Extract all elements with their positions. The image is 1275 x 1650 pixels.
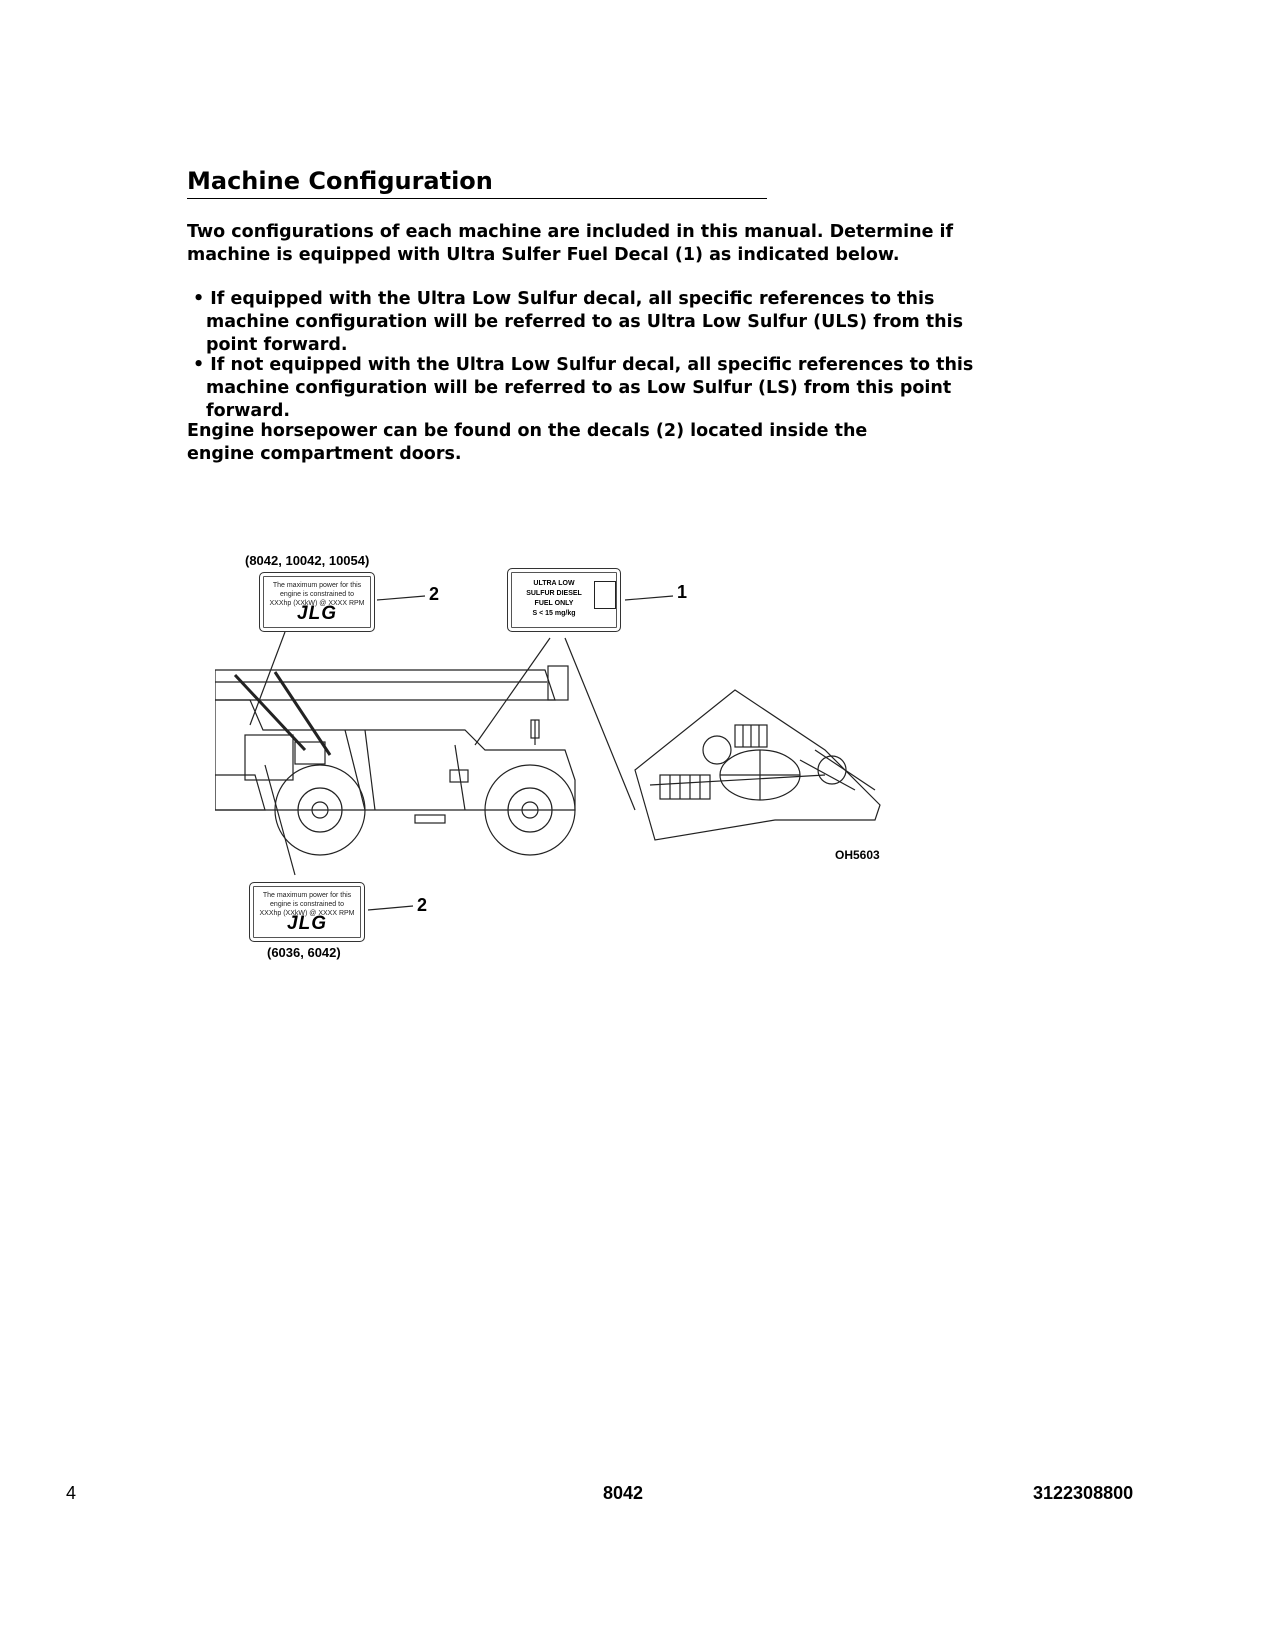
top-models-label: (8042, 10042, 10054) [245,553,370,568]
callout-1: 1 [677,582,688,602]
section-title: Machine Configuration [187,166,767,199]
uls-decal-text: FUEL ONLY [534,600,574,607]
manual-book-icon [594,581,616,609]
callout-2-top: 2 [429,584,440,604]
bottom-models-label: (6036, 6042) [267,945,341,960]
bullet-ls: • If not equipped with the Ultra Low Sulfur decal, all specific references to this machine configuration will be referred to as Low Sulfur (LS) from this point forward. [193,355,974,421]
hp-decal-text: The maximum power for this [272,582,362,589]
hp-decal-text: XXXhp (XXkW) @ XXXX RPM [269,600,365,607]
ultra-low-sulfur-decal [507,568,621,632]
uls-decal-text: S < 15 mg/kg [532,610,576,617]
bullet-uls: • If equipped with the Ultra Low Sulfur decal, all specific references to this machine configuration will be referred to as Ultra Low Sulfur (ULS) from this point forward. [193,289,964,355]
horsepower-note: Engine horsepower can be found on the decals (2) located inside the engine compartment doors. [187,421,868,464]
page-number: 4 [66,1483,77,1503]
jlg-logo: JLG [297,603,337,624]
hp-decal-text: engine is constrained to [280,591,354,598]
model-number: 8042 [603,1483,644,1503]
jlg-logo: JLG [287,913,327,934]
engine-hp-decal-top [259,572,375,632]
uls-decal-text: SULFUR DIESEL [526,590,582,597]
hp-decal-text: XXXhp (XXkW) @ XXXX RPM [259,910,355,917]
document-number: 3122308800 [1033,1483,1134,1503]
hp-decal-text: engine is constrained to [270,901,344,908]
uls-decal-text: ULTRA LOW [533,580,575,587]
hp-decal-text: The maximum power for this [262,892,352,899]
engine-hp-decal-bottom [249,882,365,942]
intro-paragraph: Two configurations of each machine are included in this manual. Determine if machine is equipped with Ultra Sulfer Fuel Decal (1) as indicated below. [187,222,954,265]
callout-2-bottom: 2 [417,895,428,915]
figure-id: OH5603 [835,848,880,862]
machine-configuration-figure [215,553,945,1020]
